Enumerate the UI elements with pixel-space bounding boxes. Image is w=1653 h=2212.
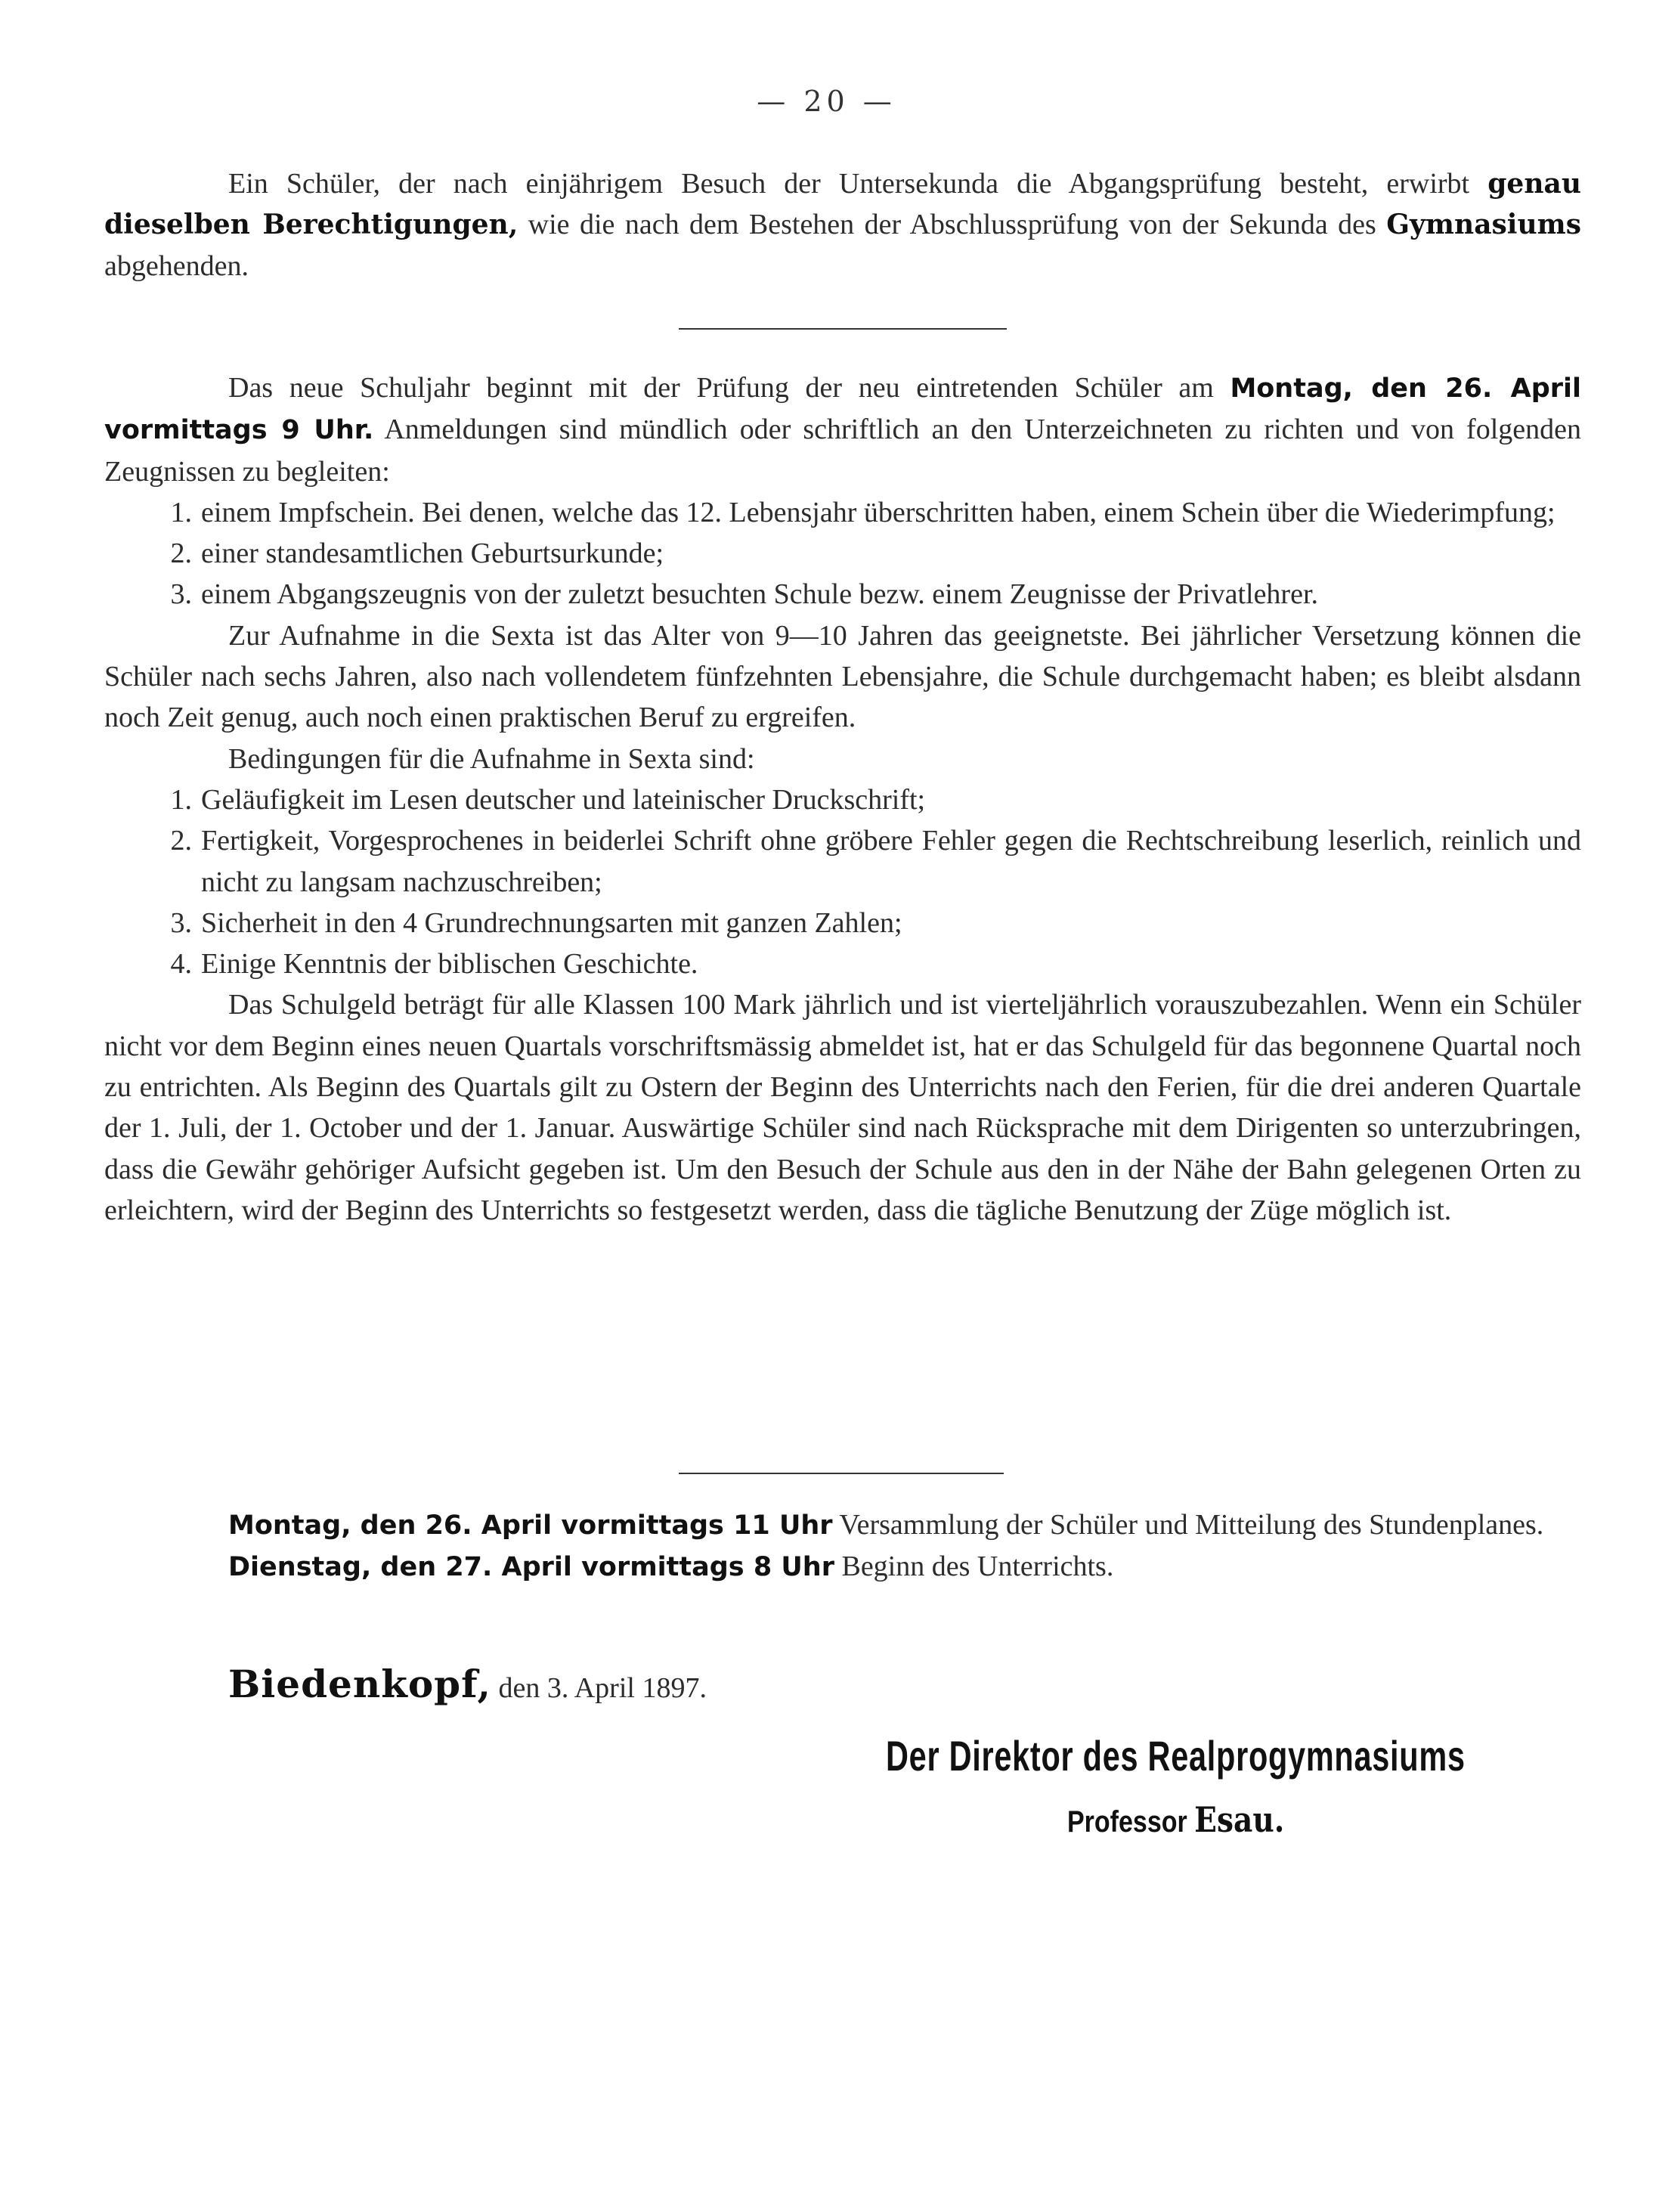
page-number: — 20 —: [757, 85, 896, 118]
list-number: 2.: [170, 538, 192, 570]
divider-line: [679, 1473, 1004, 1474]
paragraph-schulgeld: Das Schulgeld beträgt für alle Klassen 100 Mark jährlich und ist vierteljährlich vorauszubezahlen. Wenn ein Schüler nicht vor dem Beginn eines neuen Quartals vorschriftsmässig abmeldet ist, hat er das Schulgeld für das begonnene Quartal noch zu entrichten. Als Beginn des Quartals gilt zu Ostern der Beginn des Unterrichts nach den Ferien, für die drei anderen Quartale der 1. Juli, der 1. October und der 1. Januar. Auswärtige Schüler sind nach Rücksprache mit dem Dirigenten so unterzubringen, dass die Gewähr gehöriger Aufsicht gegeben ist. Um den Besuch der Schule aus den in der Nähe der Bahn gelegenen Orten zu erleichtern, wird der Beginn des Unterrichts so festgesetzt werden, dass die tägliche Benutzung der Züge möglich ist.: [104, 989, 1581, 1226]
list-item: [104, 903, 1581, 943]
emphasis-text: Dienstag, den 27. April vormittags 8 Uhr: [228, 1552, 834, 1583]
section-admission: [104, 367, 1581, 1231]
paragraph-berechtigungen: [104, 163, 1581, 287]
list-number: 3.: [170, 578, 192, 611]
emphasis-text: Gymnasiums: [1386, 209, 1581, 241]
place-name: Biedenkopf,: [228, 1662, 491, 1706]
list-item: [104, 943, 1581, 984]
list-text: Fertigkeit, Vorgesprochenes in beiderlei Schrift ohne gröbere Fehler gegen die Rechtschreibung leserlich, reinlich und nicht zu langsam nachzuschreiben;: [201, 825, 1581, 898]
list-text: Geläufigkeit im Lesen deutscher und lateinischer Druckschrift;: [201, 783, 926, 816]
list-text: Sicherheit in den 4 Grundrechnungsarten mit ganzen Zahlen;: [201, 906, 902, 939]
notice-lessons: [104, 1546, 1581, 1588]
emphasis-text: genau dieselben Berechtigungen,: [104, 168, 1581, 241]
list-number: 4.: [170, 948, 192, 981]
paragraph-text: wie die nach dem Bestehen der Abschlussprüfung von der Sekunda des: [518, 209, 1387, 241]
paragraph-age: Zur Aufnahme in die Sexta ist das Alter von 9—10 Jahren das geeignetste. Bei jährlicher Versetzung können die Schüler nach sechs Jahren, also nach vollendetem fünfzehnten Lebensjahre, die Schule durchgemacht haben; es bleibt alsdann noch Zeit genug, auch noch einen praktischen Beruf zu ergreifen.: [104, 619, 1581, 734]
list-text: Einige Kenntnis der biblischen Geschichte.: [201, 948, 698, 981]
signature-title: Der Direktor des Realprogymnasiums: [886, 1732, 1466, 1780]
place-date-line: [228, 1662, 707, 1706]
list-number: 1.: [170, 783, 192, 816]
paragraph-text: Anmeldungen sind mündlich oder schriftlich an den Unterzeichneten zu richten und von folgenden Zeugnissen zu begleiten:: [104, 414, 1582, 488]
signature-role: Professor: [1067, 1805, 1195, 1839]
paragraph-text: Versammlung der Schüler und Mitteilung des Stundenplanes.: [832, 1509, 1544, 1541]
signature-name: [1067, 1799, 1284, 1840]
list-text: einer standesamtlichen Geburtsurkunde;: [201, 538, 664, 570]
list-number: 2.: [170, 825, 192, 857]
list-item: [104, 492, 1581, 533]
paragraph-text: Beginn des Unterrichts.: [834, 1551, 1114, 1583]
paragraph-text: Ein Schüler, der nach einjährigem Besuch der Untersekunda die Abgangsprüfung besteht, erwirbt: [228, 168, 1488, 200]
divider-line: [679, 328, 1007, 330]
section-schedule: [104, 1504, 1581, 1588]
list-number: 1.: [170, 496, 192, 528]
signature-surname: Esau.: [1194, 1799, 1285, 1840]
paragraph-schuljahr: [104, 367, 1581, 492]
emphasis-text: Montag, den 26. April vormittags 9 Uhr.: [104, 373, 1582, 446]
list-text: einem Abgangszeugnis von der zuletzt besuchten Schule bezw. einem Zeugnisse der Privatlehrer.: [201, 578, 1319, 611]
emphasis-text: Montag, den 26. April vormittags 11 Uhr: [228, 1510, 833, 1541]
list-item: [104, 574, 1581, 615]
list-item: [104, 779, 1581, 820]
paragraph-text: Das neue Schuljahr beginnt mit der Prüfung der neu eintretenden Schüler am: [228, 372, 1230, 404]
list-item: [104, 533, 1581, 574]
list-item: [104, 820, 1581, 903]
notice-assembly: [104, 1504, 1581, 1546]
date-text: den 3. April 1897.: [491, 1672, 707, 1704]
paragraph-text: abgehenden.: [104, 249, 249, 282]
list-text: einem Impfschein. Bei denen, welche das 12. Lebensjahr überschritten haben, einem Schein über die Wiederimpfung;: [201, 496, 1555, 528]
list-number: 3.: [170, 906, 192, 939]
conditions-intro: Bedingungen für die Aufnahme in Sexta sind:: [228, 742, 755, 775]
